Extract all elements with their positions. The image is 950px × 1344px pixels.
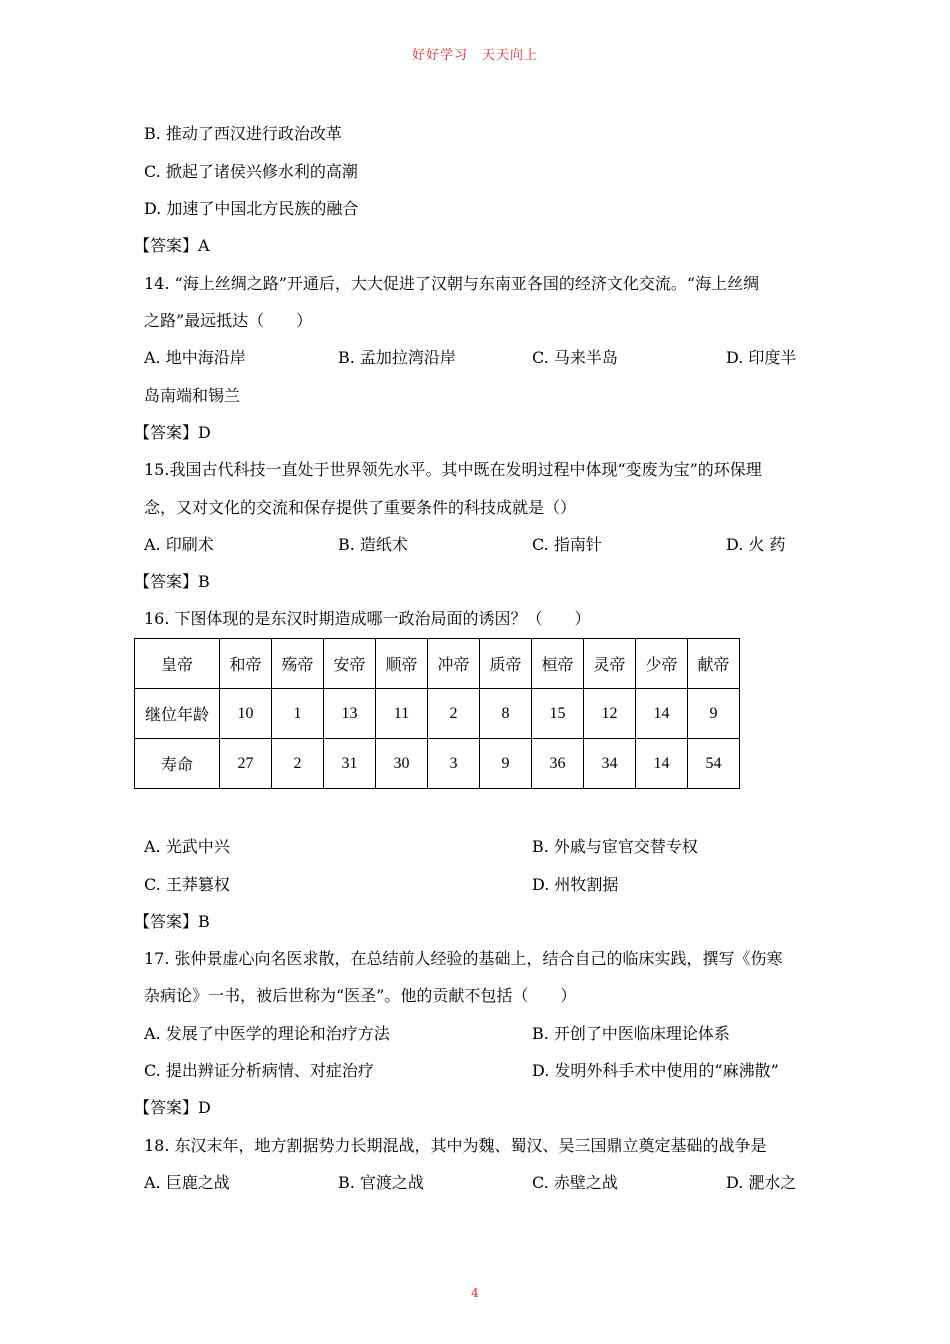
q17-option-d: D. 发明外科手术中使用的“麻沸散” [532, 1061, 779, 1080]
q15-option-c: C. 指南针 [532, 535, 602, 554]
row-header-emperor: 皇帝 [135, 639, 220, 689]
cell-age: 15 [532, 689, 584, 739]
table-row-emperor [135, 639, 740, 689]
cell-lifespan: 27 [220, 739, 272, 789]
cell-age: 2 [428, 689, 480, 739]
cell-age: 12 [584, 689, 636, 739]
q17-stem-line1: 17. 张仲景虚心向名医求散，在总结前人经验的基础上，结合自己的临床实践，撰写《伤寒 [144, 949, 783, 968]
q18-option-d: D. 淝水之 [726, 1173, 797, 1192]
emperor-table [134, 638, 740, 789]
q17-option-a: A. 发展了中医学的理论和治疗方法 [144, 1024, 390, 1043]
cell-age: 14 [636, 689, 688, 739]
row-header-accession-age: 继位年龄 [135, 689, 220, 739]
q15-stem-line1: 15.我国古代科技一直处于世界领先水平。其中既在发明过程中体现“变废为宝”的环保理 [144, 460, 762, 479]
cell-emperor: 桓帝 [532, 639, 584, 689]
table-row-accession-age [135, 689, 740, 739]
q17-option-b: B. 开创了中医临床理论体系 [532, 1024, 730, 1043]
q14-stem-line2: 之路”最远抵达（ ） [144, 311, 313, 330]
cell-lifespan: 31 [324, 739, 376, 789]
q16-option-b: B. 外戚与宦官交替专权 [532, 837, 698, 856]
q16-answer: 【答案】B [134, 912, 210, 931]
cell-age: 11 [376, 689, 428, 739]
cell-lifespan: 34 [584, 739, 636, 789]
cell-emperor: 少帝 [636, 639, 688, 689]
cell-lifespan: 54 [688, 739, 740, 789]
cell-age: 9 [688, 689, 740, 739]
cell-age: 13 [324, 689, 376, 739]
q14-option-d-cont: 岛南端和锡兰 [144, 386, 241, 405]
q14-option-a: A. 地中海沿岸 [144, 348, 246, 367]
q15-option-d: D. 火 药 [726, 535, 786, 554]
q18-option-c: C. 赤壁之战 [532, 1173, 618, 1192]
q15-stem-line2: 念，又对文化的交流和保存提供了重要条件的科技成就是（） [144, 498, 577, 517]
cell-emperor: 质帝 [480, 639, 532, 689]
q16-option-d: D. 州牧割据 [532, 875, 619, 894]
q16-option-c: C. 王莽篡权 [144, 875, 230, 894]
q18-option-a: A. 巨鹿之战 [144, 1173, 230, 1192]
q18-stem: 18. 东汉末年，地方割据势力长期混战，其中为魏、蜀汉、吴三国鼎立奠定基础的战争是 [144, 1136, 767, 1155]
q14-stem-line1: 14. “海上丝绸之路”开通后，大大促进了汉朝与东南亚各国的经济文化交流。“海上丝绸 [144, 274, 760, 293]
cell-lifespan: 2 [272, 739, 324, 789]
q13-option-b: B. 推动了西汉进行政治改革 [144, 124, 342, 143]
table-row-lifespan [135, 739, 740, 789]
q13-option-c: C. 掀起了诸侯兴修水利的高潮 [144, 162, 358, 181]
q15-answer: 【答案】B [134, 572, 210, 591]
cell-lifespan: 36 [532, 739, 584, 789]
page-number: 4 [471, 1286, 479, 1300]
q16-option-a: A. 光武中兴 [144, 837, 230, 856]
cell-emperor: 安帝 [324, 639, 376, 689]
q14-option-c: C. 马来半岛 [532, 348, 618, 367]
cell-lifespan: 14 [636, 739, 688, 789]
q15-option-a: A. 印刷术 [144, 535, 214, 554]
cell-emperor: 和帝 [220, 639, 272, 689]
cell-lifespan: 30 [376, 739, 428, 789]
cell-age: 1 [272, 689, 324, 739]
q15-option-b: B. 造纸术 [338, 535, 408, 554]
cell-emperor: 殇帝 [272, 639, 324, 689]
q16-stem: 16. 下图体现的是东汉时期造成哪一政治局面的诱因？（ ） [144, 609, 591, 628]
page-header: 好好学习 天天向上 [411, 48, 538, 63]
cell-age: 10 [220, 689, 272, 739]
q17-stem-line2: 杂病论》一书，被后世称为“医圣”。他的贡献不包括（ ） [144, 986, 577, 1005]
q18-option-b: B. 官渡之战 [338, 1173, 424, 1192]
cell-emperor: 献帝 [688, 639, 740, 689]
q14-option-d: D. 印度半 [726, 348, 797, 367]
q13-option-d: D. 加速了中国北方民族的融合 [144, 199, 359, 218]
q17-answer: 【答案】D [134, 1098, 211, 1117]
cell-age: 8 [480, 689, 532, 739]
cell-lifespan: 3 [428, 739, 480, 789]
cell-emperor: 顺帝 [376, 639, 428, 689]
cell-lifespan: 9 [480, 739, 532, 789]
q14-option-b: B. 孟加拉湾沿岸 [338, 348, 456, 367]
cell-emperor: 灵帝 [584, 639, 636, 689]
q14-answer: 【答案】D [134, 423, 211, 442]
q13-answer: 【答案】A [134, 236, 210, 255]
row-header-lifespan: 寿命 [135, 739, 220, 789]
cell-emperor: 冲帝 [428, 639, 480, 689]
q17-option-c: C. 提出辨证分析病情、对症治疗 [144, 1061, 374, 1080]
